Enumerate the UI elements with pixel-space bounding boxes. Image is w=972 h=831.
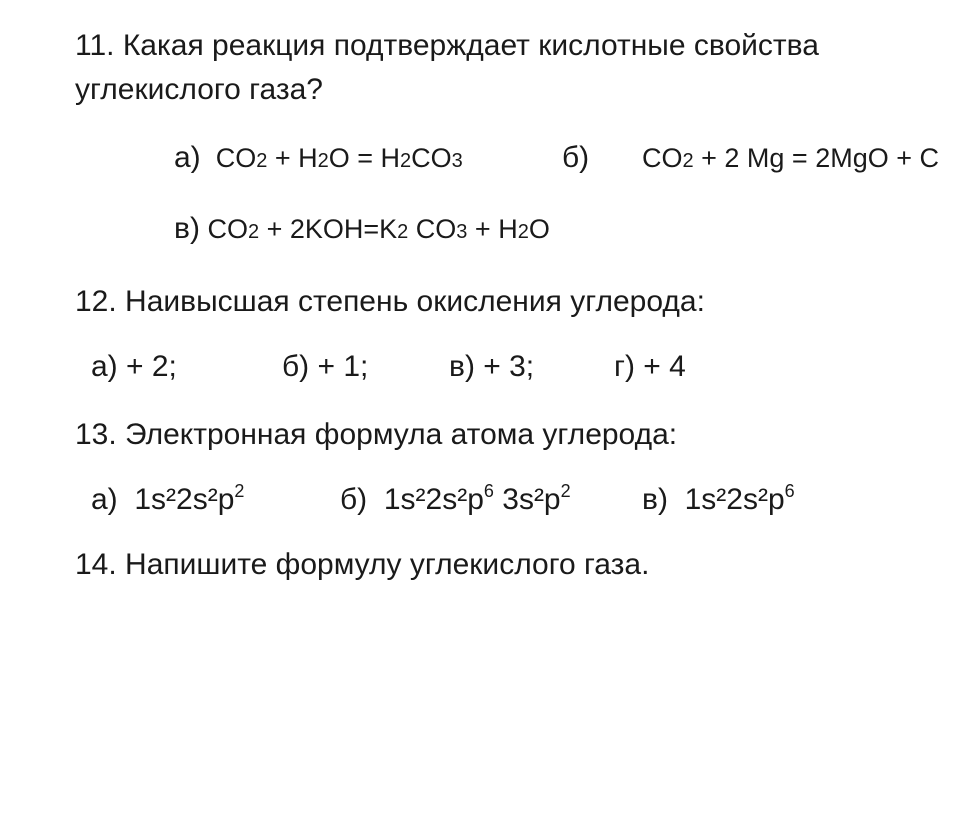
q11-option-c-part: CO — [408, 214, 457, 244]
q11-option-c-part: + 2KOH=K — [259, 214, 398, 244]
q11-option-c-part: O — [528, 214, 550, 244]
q11-option-c-sub: 3 — [456, 221, 468, 243]
q11-option-c-part: + H — [467, 214, 518, 244]
q13-option-b-formula: 1s²2s²p — [383, 483, 484, 516]
question-12: 12. Наивысшая степень окисления углерода: — [75, 285, 705, 318]
q11-option-b-label-wrap — [562, 141, 589, 175]
q11-option-a-part: CO — [215, 143, 257, 173]
q13-option-c-formula: 1s²2s²p — [684, 483, 785, 516]
q13-option-b-formula2: 3s²p — [493, 483, 561, 516]
q12-option-a: а) + 2; — [91, 350, 177, 383]
q13-option-b-sup: 6 — [483, 481, 494, 501]
q11-option-a — [174, 141, 463, 178]
q13-option-c — [642, 482, 795, 521]
q11-option-c-sub: 2 — [517, 221, 529, 243]
question-11-line2: углекислого газа? — [75, 73, 323, 106]
q11-option-b-label: б) — [562, 141, 590, 174]
q13-option-c-label: в) — [642, 483, 668, 516]
question-13: 13. Электронная формула атома углерода: — [75, 418, 678, 451]
question-11-line1: 11. Какая реакция подтверждает кислотные свойства — [75, 29, 819, 62]
q13-option-b-sup2: 2 — [560, 481, 571, 501]
q11-option-a-part: O = H — [328, 143, 401, 173]
q11-option-b-sub: 2 — [682, 150, 694, 172]
q11-option-a-part: CO — [411, 143, 452, 173]
q12-option-b: б) + 1; — [282, 350, 369, 383]
q11-option-b-part: + 2 Mg = 2MgO + C — [693, 143, 939, 173]
question-14: 14. Напишите формулу углекислого газа. — [75, 548, 650, 581]
q12-option-d: г) + 4 — [614, 350, 686, 383]
q11-option-a-sub: 2 — [400, 150, 412, 172]
q11-option-c-sub: 2 — [247, 221, 260, 243]
q13-option-a-label: а) — [91, 483, 118, 516]
q11-option-a-part: + H — [267, 143, 318, 173]
q11-option-a-sub: 2 — [317, 150, 329, 172]
q11-option-c-part: CO — [199, 214, 248, 244]
q12-option-c: в) + 3; — [449, 350, 535, 383]
q11-option-c-label: в) — [174, 212, 200, 245]
q13-option-a-sup: 2 — [234, 481, 245, 501]
q11-option-c — [174, 212, 550, 249]
q11-option-a-sub: 2 — [256, 150, 268, 172]
q11-option-b-part: CO — [642, 143, 683, 173]
q11-option-c-sub: 2 — [397, 221, 409, 243]
q13-option-b — [340, 482, 571, 521]
q11-option-a-sub: 3 — [451, 150, 463, 172]
q11-option-b — [642, 141, 939, 178]
q13-option-a — [91, 482, 244, 521]
q13-option-b-label: б) — [340, 483, 368, 516]
q11-option-a-label: а) — [174, 141, 201, 174]
q13-option-a-formula: 1s²2s²p — [134, 483, 235, 516]
q13-option-c-sup: 6 — [784, 481, 795, 501]
